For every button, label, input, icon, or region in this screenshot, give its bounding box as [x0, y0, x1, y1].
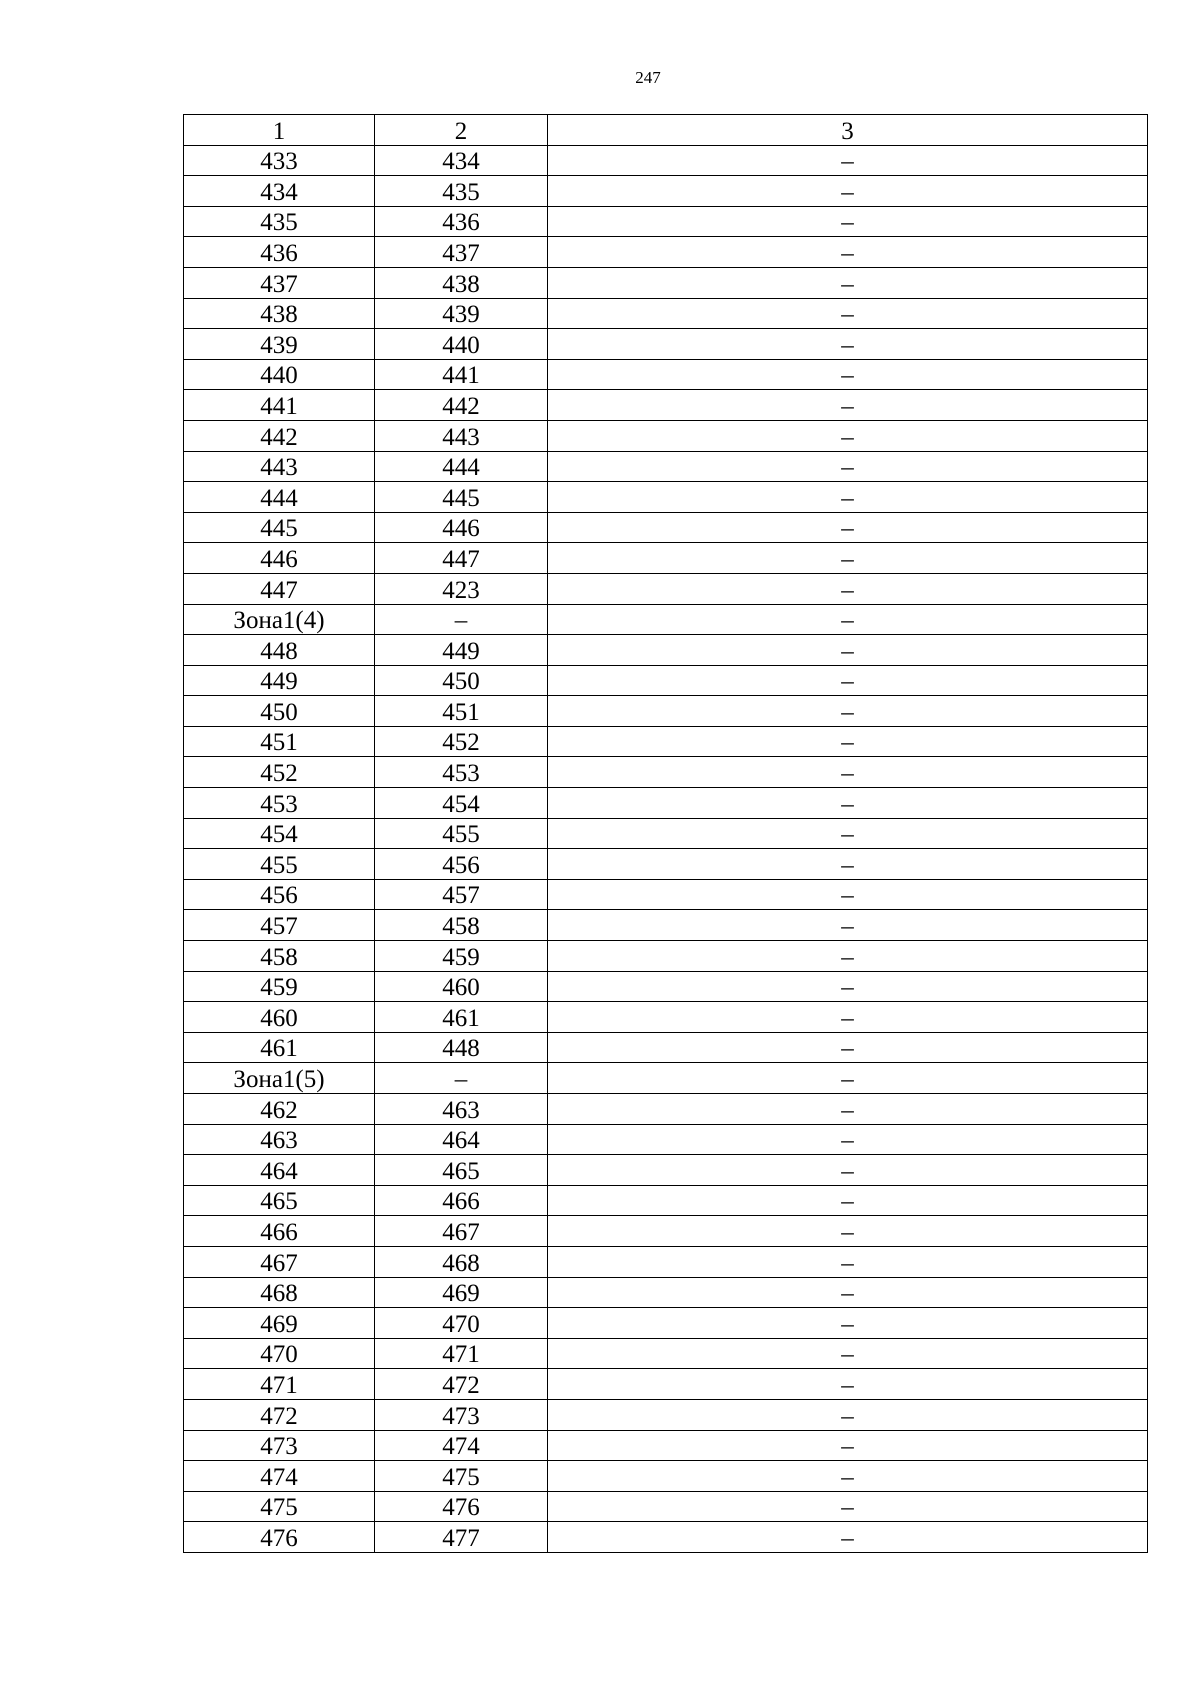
table-cell-col2: 436	[375, 206, 548, 237]
table-row	[184, 910, 1148, 941]
table-cell-col2: 448	[375, 1032, 548, 1063]
table-row	[184, 726, 1148, 757]
table-cell-col3: –	[548, 298, 1148, 329]
table-row	[184, 635, 1148, 666]
table-cell-col3: –	[548, 512, 1148, 543]
table-cell-col1: 437	[184, 267, 375, 298]
table-cell-col1: 448	[184, 635, 375, 666]
table-row	[184, 971, 1148, 1002]
table-cell-col1: 456	[184, 879, 375, 910]
table-cell-col2: 468	[375, 1246, 548, 1277]
table-cell-col3: –	[548, 665, 1148, 696]
table-row	[184, 1369, 1148, 1400]
table-row	[184, 1124, 1148, 1155]
table-row	[184, 145, 1148, 176]
table-cell-col3: –	[548, 1369, 1148, 1400]
table-cell-col2: 470	[375, 1308, 548, 1339]
table-cell-col3: –	[548, 329, 1148, 360]
table-cell-col1: 462	[184, 1094, 375, 1125]
table-cell-col1: 455	[184, 849, 375, 880]
table-cell-col2: –	[375, 1063, 548, 1094]
data-table	[183, 114, 1148, 1553]
table-cell-col3: –	[548, 359, 1148, 390]
table-cell-col1: 457	[184, 910, 375, 941]
table-cell-col1: 433	[184, 145, 375, 176]
table-cell-col1: 459	[184, 971, 375, 1002]
table-cell-col3: –	[548, 971, 1148, 1002]
table-row	[184, 298, 1148, 329]
table-row	[184, 1277, 1148, 1308]
table-cell-col3: –	[548, 604, 1148, 635]
table-cell-col2: 423	[375, 573, 548, 604]
table-cell-col3: –	[548, 176, 1148, 207]
table-cell-col2: 441	[375, 359, 548, 390]
table-cell-col3: –	[548, 482, 1148, 513]
table-cell-col3: –	[548, 1216, 1148, 1247]
table-cell-col2: 455	[375, 818, 548, 849]
table-cell-col3: –	[548, 1094, 1148, 1125]
table-cell-col1: 474	[184, 1461, 375, 1492]
table-row	[184, 757, 1148, 788]
table-row	[184, 1155, 1148, 1186]
table-cell-col1: 442	[184, 420, 375, 451]
table-row	[184, 604, 1148, 635]
table-cell-col2: –	[375, 604, 548, 635]
table-row	[184, 390, 1148, 421]
table-row	[184, 1002, 1148, 1033]
table-row	[184, 176, 1148, 207]
table-cell-col3: –	[548, 941, 1148, 972]
table-row	[184, 451, 1148, 482]
table-cell-col1: 463	[184, 1124, 375, 1155]
table-cell-col1: 471	[184, 1369, 375, 1400]
table-cell-col3: –	[548, 635, 1148, 666]
table-cell-col2: 456	[375, 849, 548, 880]
table-cell-col3: –	[548, 1461, 1148, 1492]
table-cell-col2: 445	[375, 482, 548, 513]
table-cell-col2: 457	[375, 879, 548, 910]
table-cell-col3: –	[548, 879, 1148, 910]
table-cell-col2: 471	[375, 1338, 548, 1369]
table-cell-col3: –	[548, 145, 1148, 176]
table-cell-col1: 447	[184, 573, 375, 604]
table-row	[184, 1461, 1148, 1492]
table-cell-col2: 467	[375, 1216, 548, 1247]
table-cell-col1: 464	[184, 1155, 375, 1186]
table-cell-col2: 458	[375, 910, 548, 941]
table-cell-col3: –	[548, 1246, 1148, 1277]
table-cell-col3: –	[548, 1277, 1148, 1308]
table-row	[184, 512, 1148, 543]
table-cell-col1: Зона1(5)	[184, 1063, 375, 1094]
table-row	[184, 329, 1148, 360]
table-cell-col1: 467	[184, 1246, 375, 1277]
table-cell-col3: –	[548, 1522, 1148, 1553]
table-cell-col1: 449	[184, 665, 375, 696]
table-row	[184, 665, 1148, 696]
table-cell-col2: 465	[375, 1155, 548, 1186]
table-row	[184, 1491, 1148, 1522]
table-cell-col1: 452	[184, 757, 375, 788]
table-row	[184, 1216, 1148, 1247]
table-cell-col1: 470	[184, 1338, 375, 1369]
table-cell-col3: –	[548, 1430, 1148, 1461]
table-cell-col2: 451	[375, 696, 548, 727]
table-cell-col3: –	[548, 1124, 1148, 1155]
table-cell-col2: 2	[375, 115, 548, 146]
table-cell-col2: 466	[375, 1185, 548, 1216]
table-cell-col3: –	[548, 757, 1148, 788]
table-row	[184, 267, 1148, 298]
table-row	[184, 1032, 1148, 1063]
table-body	[184, 115, 1148, 1553]
table-cell-col2: 473	[375, 1399, 548, 1430]
table-cell-col3: –	[548, 573, 1148, 604]
table-cell-col1: 473	[184, 1430, 375, 1461]
table-cell-col1: 451	[184, 726, 375, 757]
table-cell-col1: 454	[184, 818, 375, 849]
table-row	[184, 696, 1148, 727]
table-cell-col3: –	[548, 1338, 1148, 1369]
table-row	[184, 1185, 1148, 1216]
table-cell-col1: 444	[184, 482, 375, 513]
table-cell-col2: 434	[375, 145, 548, 176]
table-cell-col2: 464	[375, 1124, 548, 1155]
table-row	[184, 359, 1148, 390]
table-cell-col1: 475	[184, 1491, 375, 1522]
table-cell-col2: 472	[375, 1369, 548, 1400]
table-cell-col2: 469	[375, 1277, 548, 1308]
table-cell-col2: 446	[375, 512, 548, 543]
table-cell-col1: 439	[184, 329, 375, 360]
table-row	[184, 1338, 1148, 1369]
table-cell-col1: 460	[184, 1002, 375, 1033]
table-row	[184, 206, 1148, 237]
table-cell-col3: –	[548, 1491, 1148, 1522]
table-cell-col2: 450	[375, 665, 548, 696]
table-cell-col2: 461	[375, 1002, 548, 1033]
table-cell-col1: 468	[184, 1277, 375, 1308]
table-cell-col3: –	[548, 1002, 1148, 1033]
table-cell-col1: 466	[184, 1216, 375, 1247]
table-cell-col2: 449	[375, 635, 548, 666]
table-row	[184, 420, 1148, 451]
table-cell-col2: 454	[375, 788, 548, 819]
table-cell-col3: –	[548, 206, 1148, 237]
table-cell-col3: –	[548, 420, 1148, 451]
table-cell-col2: 447	[375, 543, 548, 574]
table-cell-col3: –	[548, 696, 1148, 727]
table-cell-col2: 459	[375, 941, 548, 972]
table-cell-col3: –	[548, 849, 1148, 880]
table-row	[184, 788, 1148, 819]
table-cell-col1: 461	[184, 1032, 375, 1063]
table-cell-col1: 1	[184, 115, 375, 146]
table-row	[184, 849, 1148, 880]
table-cell-col2: 463	[375, 1094, 548, 1125]
table-row	[184, 1063, 1148, 1094]
table-cell-col3: –	[548, 1155, 1148, 1186]
table-cell-col3: –	[548, 543, 1148, 574]
table-cell-col2: 438	[375, 267, 548, 298]
table-cell-col1: 434	[184, 176, 375, 207]
table-cell-col3: –	[548, 237, 1148, 268]
table-cell-col1: 435	[184, 206, 375, 237]
table-row	[184, 1246, 1148, 1277]
table-row	[184, 1308, 1148, 1339]
table-row	[184, 543, 1148, 574]
table-row	[184, 1522, 1148, 1553]
table-cell-col1: 441	[184, 390, 375, 421]
table-row	[184, 237, 1148, 268]
table-row	[184, 1094, 1148, 1125]
table-cell-col1: 443	[184, 451, 375, 482]
table-row	[184, 818, 1148, 849]
table-cell-col2: 442	[375, 390, 548, 421]
table-cell-col1: 436	[184, 237, 375, 268]
table-cell-col1: 440	[184, 359, 375, 390]
table-cell-col3: –	[548, 390, 1148, 421]
table-cell-col2: 443	[375, 420, 548, 451]
table-row	[184, 1399, 1148, 1430]
table-cell-col1: 445	[184, 512, 375, 543]
table-cell-col2: 477	[375, 1522, 548, 1553]
table-row	[184, 879, 1148, 910]
table-cell-col2: 437	[375, 237, 548, 268]
table-cell-col3: 3	[548, 115, 1148, 146]
table-cell-col2: 453	[375, 757, 548, 788]
table-cell-col3: –	[548, 451, 1148, 482]
table-cell-col2: 440	[375, 329, 548, 360]
table-cell-col2: 444	[375, 451, 548, 482]
table-cell-col3: –	[548, 267, 1148, 298]
table-cell-col3: –	[548, 818, 1148, 849]
table-cell-col2: 435	[375, 176, 548, 207]
table-row	[184, 482, 1148, 513]
table-cell-col3: –	[548, 1308, 1148, 1339]
table-cell-col1: 453	[184, 788, 375, 819]
table-cell-col2: 452	[375, 726, 548, 757]
table-cell-col1: 450	[184, 696, 375, 727]
table-cell-col1: 446	[184, 543, 375, 574]
table-row	[184, 573, 1148, 604]
table-cell-col3: –	[548, 1063, 1148, 1094]
table-cell-col3: –	[548, 1399, 1148, 1430]
table-cell-col2: 476	[375, 1491, 548, 1522]
table-cell-col3: –	[548, 788, 1148, 819]
table-row	[184, 941, 1148, 972]
table-cell-col3: –	[548, 1185, 1148, 1216]
table-cell-col2: 460	[375, 971, 548, 1002]
table-cell-col2: 475	[375, 1461, 548, 1492]
table-cell-col3: –	[548, 1032, 1148, 1063]
table-cell-col1: 465	[184, 1185, 375, 1216]
table-cell-col1: 472	[184, 1399, 375, 1430]
table-cell-col1: 476	[184, 1522, 375, 1553]
table-cell-col1: 438	[184, 298, 375, 329]
table-cell-col2: 474	[375, 1430, 548, 1461]
table-cell-col3: –	[548, 910, 1148, 941]
table-row	[184, 1430, 1148, 1461]
page-number: 247	[635, 68, 661, 87]
table-cell-col1: Зона1(4)	[184, 604, 375, 635]
table-cell-col1: 458	[184, 941, 375, 972]
table-cell-col2: 439	[375, 298, 548, 329]
table-cell-col3: –	[548, 726, 1148, 757]
table-cell-col1: 469	[184, 1308, 375, 1339]
header-row	[184, 115, 1148, 146]
